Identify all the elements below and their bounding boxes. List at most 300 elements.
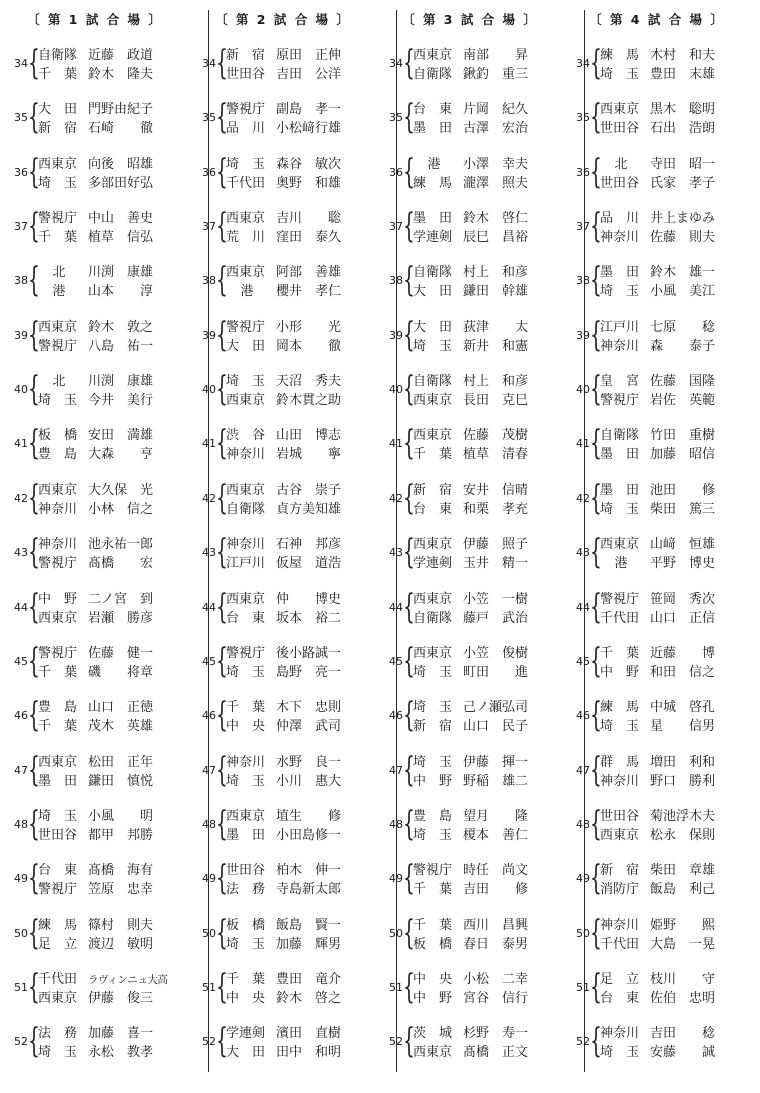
competitor-row	[413, 446, 561, 464]
competitor-team: 警視庁	[38, 645, 78, 661]
competitor-name: 佐藤 健一	[88, 645, 154, 661]
competitor-name: 寺田 昭一	[650, 156, 716, 172]
competitor-name: 榎本 善仁	[463, 827, 529, 843]
competitor-name: 吉田 稔	[650, 1026, 716, 1042]
competitor-row	[38, 1025, 186, 1043]
competitor-name: 小林 信之	[88, 501, 154, 517]
competitor-team: 板 橋	[38, 428, 78, 444]
bout-number: 42	[202, 491, 216, 505]
competitor-row	[413, 645, 561, 663]
pairing-brace-icon: {	[590, 43, 602, 83]
bout-number: 43	[14, 546, 28, 560]
bout-number: 36	[202, 165, 216, 179]
competitor-row	[226, 936, 374, 954]
competitor-row	[226, 501, 374, 519]
pairing-brace-icon: {	[28, 206, 40, 247]
competitor-row	[413, 555, 561, 573]
pairing-brace-icon: {	[403, 803, 415, 844]
competitor-name: 小松 二幸	[463, 971, 529, 987]
bout-number: 34	[202, 57, 216, 70]
competitor-row	[413, 536, 561, 554]
pairing-brace-icon: {	[590, 640, 602, 681]
competitor-team: 西東京	[38, 156, 78, 172]
pairing-brace-icon: {	[216, 640, 228, 681]
competitor-team: 中 野	[413, 773, 453, 789]
competitor-team: 埼 玉	[226, 773, 266, 789]
pairing-brace-icon: {	[403, 966, 415, 1007]
pairing-brace-icon: {	[28, 912, 40, 953]
competitor-row	[413, 264, 561, 282]
competitor-row	[600, 718, 748, 736]
competitor-team: 西東京	[413, 393, 453, 409]
competitor-name: 鈴木 啓仁	[463, 211, 529, 227]
competitor-row	[600, 229, 748, 247]
competitor-name: 松田 正年	[88, 754, 154, 770]
bout-number: 52	[14, 1035, 28, 1049]
competitor-row	[600, 101, 748, 119]
competitor-team: 新 宿	[413, 482, 453, 498]
bout-number: 44	[14, 600, 28, 614]
competitor-name: 岩瀬 勝彦	[88, 610, 154, 626]
competitor-row	[226, 971, 374, 989]
competitor-team: 北	[614, 156, 628, 172]
competitor-name: 仲澤 武司	[276, 719, 342, 735]
bout-entry	[564, 803, 750, 847]
competitor-name: 石神 邦彦	[276, 537, 342, 553]
bout-entry	[377, 151, 563, 195]
competitor-name: 森 泰子	[650, 338, 716, 354]
competitor-row	[600, 482, 748, 500]
pairing-brace-icon: {	[216, 43, 228, 83]
competitor-name: 黒木 聡明	[650, 102, 716, 118]
bout-entry	[2, 260, 188, 303]
competitor-row	[38, 645, 186, 663]
competitor-name: 水野 良一	[276, 754, 342, 770]
competitor-row	[38, 264, 186, 282]
bout-entry	[377, 97, 563, 140]
competitor-team: 墨 田	[600, 447, 640, 463]
court-heading: 〔 第 3 試 合 場 〕	[402, 12, 538, 27]
competitor-team: 豊 島	[413, 808, 453, 824]
competitor-team: 西東京	[413, 591, 453, 607]
competitor-name: 野稲 雄二	[463, 773, 529, 789]
competitor-name: 菊池浮木夫	[650, 808, 716, 824]
bout-number: 39	[202, 328, 216, 342]
bout-entry	[564, 43, 750, 86]
competitor-row	[226, 175, 374, 193]
bout-number: 45	[14, 654, 28, 668]
competitor-team: 西東京	[38, 482, 78, 498]
competitor-team: 神奈川	[600, 1026, 640, 1042]
competitor-team: 西東京	[38, 319, 78, 335]
competitor-row	[226, 482, 374, 500]
competitor-team: 警視庁	[600, 393, 640, 409]
competitor-name: 姫野 熙	[650, 917, 716, 933]
competitor-name: 後小路誠一	[276, 645, 342, 661]
bout-entry	[377, 477, 563, 521]
competitor-name: 望月 隆	[463, 808, 529, 824]
competitor-name: 片岡 紀久	[463, 102, 529, 118]
competitor-name: 宮谷 信行	[463, 990, 529, 1006]
competitor-team: 神奈川	[226, 447, 266, 463]
competitor-team: 西東京	[226, 265, 266, 281]
bout-entry	[377, 43, 563, 86]
competitor-name: 小形 光	[276, 319, 342, 335]
competitor-row	[38, 427, 186, 445]
competitor-name: 近藤 博	[650, 645, 716, 661]
competitor-row	[226, 881, 374, 899]
bout-number: 47	[14, 763, 28, 777]
competitor-name: 村上 和彦	[463, 265, 529, 281]
competitor-row	[413, 591, 561, 609]
bout-entry	[2, 912, 188, 956]
competitor-team: 大 田	[226, 1045, 266, 1061]
competitor-row	[413, 501, 561, 519]
competitor-team: 警視庁	[38, 211, 78, 227]
competitor-row	[413, 1044, 561, 1062]
bout-entry	[190, 369, 376, 412]
competitor-name: 大森 亨	[88, 447, 154, 463]
competitor-name: 小川 惠大	[276, 773, 342, 789]
competitor-name: 山口 正信	[650, 610, 716, 626]
bout-entry	[564, 912, 750, 956]
pairing-brace-icon: {	[28, 314, 40, 355]
competitor-name: 氏家 孝子	[650, 175, 716, 191]
competitor-row	[226, 120, 374, 138]
competitor-name: 小松﨑行雄	[276, 121, 342, 137]
pairing-brace-icon: {	[403, 260, 415, 301]
competitor-team: 千 葉	[38, 67, 78, 82]
competitor-row	[226, 664, 374, 682]
competitor-name: 窪田 泰久	[276, 230, 342, 246]
pairing-brace-icon: {	[28, 749, 40, 790]
competitor-team: 新 宿	[38, 121, 78, 137]
competitor-row	[38, 917, 186, 935]
pairing-brace-icon: {	[403, 1021, 415, 1062]
competitor-name: 仲 博史	[276, 591, 342, 607]
competitor-row	[38, 881, 186, 899]
competitor-row	[413, 718, 561, 736]
bout-number: 34	[389, 57, 403, 70]
competitor-team: 警視庁	[38, 556, 78, 572]
competitor-name: 鈴木 雄一	[650, 265, 716, 281]
competitor-name: 村上 和彦	[463, 374, 529, 390]
competitor-team: 練 馬	[413, 175, 453, 191]
bout-entry	[564, 532, 750, 575]
competitor-row	[413, 936, 561, 954]
competitor-team: 自衛隊	[226, 501, 266, 517]
bout-number: 52	[389, 1035, 403, 1049]
competitor-name: 吉田 修	[463, 882, 529, 898]
competitor-row	[600, 373, 748, 391]
bout-number: 45	[576, 654, 590, 668]
competitor-name: 植草 信弘	[88, 230, 154, 246]
competitor-name: 二ノ宮 到	[88, 591, 154, 607]
competitor-team: 神奈川	[38, 537, 78, 553]
competitor-team: 自衛隊	[38, 48, 78, 63]
pairing-brace-icon: {	[590, 151, 602, 192]
bout-entry	[2, 749, 188, 793]
pairing-brace-icon: {	[403, 532, 415, 573]
competitor-name: 濱田 直樹	[276, 1026, 342, 1042]
bout-entry	[190, 206, 376, 249]
pairing-brace-icon: {	[403, 695, 415, 736]
competitor-name: 鈴木 啓之	[276, 990, 342, 1006]
competitor-row	[226, 210, 374, 228]
competitor-name: 平野 博史	[650, 556, 716, 572]
pairing-brace-icon: {	[403, 43, 415, 83]
bout-entry	[190, 314, 376, 358]
bout-number: 41	[202, 437, 216, 451]
competitor-row	[226, 156, 374, 174]
competitor-name: 長田 克巳	[463, 393, 529, 409]
competitor-name: 吉川 聡	[276, 211, 342, 227]
competitor-team: 神奈川	[38, 501, 78, 517]
competitor-team: 西東京	[226, 808, 266, 824]
bout-entry	[564, 314, 750, 358]
competitor-name: 豊田 末雄	[650, 67, 716, 82]
competitor-row	[600, 862, 748, 880]
competitor-row	[600, 319, 748, 337]
competitor-row	[600, 645, 748, 663]
pairing-brace-icon: {	[216, 314, 228, 355]
competitor-team: 群 馬	[600, 754, 640, 770]
competitor-name: 鎌田 幹雄	[463, 284, 529, 300]
competitor-team: 埼 玉	[600, 1045, 640, 1061]
pairing-brace-icon: {	[28, 1021, 40, 1062]
competitor-row	[226, 446, 374, 464]
competitor-team: 埼 玉	[38, 808, 78, 824]
competitor-team: 神奈川	[226, 754, 266, 770]
bout-entry	[2, 640, 188, 684]
competitor-team: 埼 玉	[413, 754, 453, 770]
competitor-row	[600, 881, 748, 899]
bout-number: 38	[389, 274, 403, 288]
competitor-name: 八島 祐一	[88, 338, 154, 354]
competitor-team: 警視庁	[226, 645, 266, 661]
competitor-team: 埼 玉	[413, 664, 453, 680]
bout-number: 34	[576, 57, 590, 70]
competitor-name: 木下 忠則	[276, 700, 342, 716]
competitor-row	[38, 319, 186, 337]
bout-entry	[564, 477, 750, 521]
competitor-row	[38, 536, 186, 554]
competitor-team: 台 東	[226, 610, 266, 626]
bout-entry	[190, 586, 376, 630]
competitor-row	[600, 536, 748, 554]
competitor-name: 都甲 邦勝	[88, 827, 154, 843]
bout-entry	[377, 749, 563, 793]
pairing-brace-icon: {	[216, 803, 228, 844]
competitor-row	[226, 699, 374, 717]
bout-number: 45	[389, 654, 403, 668]
competitor-row	[600, 917, 748, 935]
competitor-team: 警視庁	[226, 319, 266, 335]
competitor-name: 古谷 崇子	[276, 482, 342, 498]
competitor-team: 北	[52, 374, 66, 390]
competitor-row	[413, 66, 561, 84]
competitor-row	[226, 610, 374, 628]
competitor-team: 埼 玉	[38, 1045, 78, 1061]
competitor-row	[600, 120, 748, 138]
bout-entry	[190, 749, 376, 793]
pairing-brace-icon: {	[216, 1021, 228, 1062]
competitor-team: 大 田	[226, 338, 266, 354]
bout-entry	[190, 640, 376, 684]
bout-entry	[564, 966, 750, 1010]
competitor-team: 西東京	[413, 1045, 453, 1061]
competitor-team: 西東京	[226, 211, 266, 227]
competitor-name: 原田 正伸	[276, 48, 342, 63]
competitor-name: 南部 昇	[463, 48, 529, 63]
pairing-brace-icon: {	[28, 532, 40, 573]
bout-number: 50	[389, 926, 403, 940]
bout-entry	[2, 966, 188, 1010]
competitor-name: 今井 美行	[88, 393, 154, 409]
match-court-column	[564, 0, 750, 1093]
competitor-name: 安田 満雄	[88, 428, 154, 444]
bout-number: 47	[576, 763, 590, 777]
competitor-team: 練 馬	[600, 48, 640, 63]
competitor-team: 足 立	[600, 971, 640, 987]
pairing-brace-icon: {	[403, 423, 415, 464]
competitor-name: 佐藤 茂樹	[463, 428, 529, 444]
competitor-team: 警視庁	[226, 102, 266, 118]
bout-number: 41	[576, 437, 590, 451]
bout-entry	[564, 151, 750, 195]
competitor-team: 港	[240, 284, 254, 300]
competitor-name: 山﨑 恒雄	[650, 537, 716, 553]
competitor-name: 向後 昭雄	[88, 156, 154, 172]
bout-entry	[190, 97, 376, 140]
competitor-team: 墨 田	[413, 121, 453, 137]
competitor-team: 江戸川	[226, 556, 266, 572]
competitor-row	[38, 210, 186, 228]
bout-number: 43	[202, 546, 216, 560]
competitor-team: 自衛隊	[413, 67, 453, 82]
bout-entry	[2, 206, 188, 249]
competitor-team: 埼 玉	[413, 827, 453, 843]
bout-entry	[2, 477, 188, 521]
competitor-name: 小田島修一	[276, 827, 342, 843]
bout-number: 48	[14, 817, 28, 831]
competitor-name: 多部田好弘	[88, 175, 154, 191]
pairing-brace-icon: {	[28, 695, 40, 736]
competitor-team: 世田谷	[600, 121, 640, 137]
bout-number: 48	[202, 817, 216, 831]
bout-number: 35	[389, 111, 403, 125]
bout-number: 39	[14, 328, 28, 342]
pairing-brace-icon: {	[590, 314, 602, 355]
competitor-team: 自衛隊	[413, 374, 453, 390]
competitor-team: 練 馬	[600, 700, 640, 716]
bout-entry	[377, 369, 563, 412]
competitor-row	[600, 66, 748, 84]
bout-entry	[2, 803, 188, 847]
competitor-team: 世田谷	[226, 863, 266, 879]
competitor-name: 杉野 寿一	[463, 1026, 529, 1042]
competitor-row	[600, 283, 748, 301]
competitor-name: 井上まゆみ	[650, 211, 716, 227]
competitor-row	[38, 283, 186, 301]
competitor-name: 柴田 篤三	[650, 501, 716, 517]
competitor-team: 自衛隊	[413, 610, 453, 626]
competitor-row	[38, 501, 186, 519]
competitor-name: 山口 民子	[463, 719, 529, 735]
competitor-name: 町田 進	[463, 664, 529, 680]
bout-number: 40	[14, 383, 28, 397]
pairing-brace-icon: {	[590, 912, 602, 953]
competitor-team: 台 東	[413, 102, 453, 118]
pairing-brace-icon: {	[28, 260, 40, 301]
competitor-name: 島野 亮一	[276, 664, 342, 680]
pairing-brace-icon: {	[28, 477, 40, 518]
pairing-brace-icon: {	[590, 369, 602, 410]
competitor-name: 大久保 光	[88, 482, 154, 498]
competitor-team: 新 宿	[226, 48, 266, 63]
competitor-name: 鈴木 隆夫	[88, 67, 154, 82]
pairing-brace-icon: {	[590, 532, 602, 573]
competitor-team: 西東京	[600, 102, 640, 118]
competitor-name: 天沼 秀夫	[276, 374, 342, 390]
competitor-row	[600, 501, 748, 519]
competitor-name: 瀧澤 照夫	[463, 175, 529, 191]
competitor-team: 警視庁	[38, 882, 78, 898]
bout-entry	[377, 1021, 563, 1064]
competitor-row	[38, 555, 186, 573]
competitor-row	[38, 754, 186, 772]
competitor-team: 荒 川	[226, 230, 266, 246]
competitor-team: 大 田	[38, 102, 78, 118]
competitor-team: 墨 田	[38, 773, 78, 789]
competitor-team: 千 葉	[413, 917, 453, 933]
competitor-team: 中 央	[226, 719, 266, 735]
competitor-row	[226, 229, 374, 247]
competitor-name: 中城 啓孔	[650, 700, 716, 716]
competitor-name: 貞方美知雄	[276, 501, 342, 517]
competitor-row	[38, 120, 186, 138]
competitor-team: 千 葉	[38, 664, 78, 680]
competitor-row	[226, 917, 374, 935]
competitor-team: 埼 玉	[226, 156, 266, 172]
competitor-name: 枝川 守	[650, 971, 716, 987]
bout-number: 37	[14, 220, 28, 234]
match-court-column	[190, 0, 376, 1093]
bout-number: 43	[576, 546, 590, 560]
bout-number: 49	[14, 872, 28, 886]
competitor-row	[226, 536, 374, 554]
competitor-name: 髙橋 正文	[463, 1045, 529, 1061]
competitor-row	[413, 210, 561, 228]
competitor-row	[38, 718, 186, 736]
bout-number: 46	[14, 709, 28, 723]
competitor-team: 自衛隊	[600, 428, 640, 444]
competitor-name: 茂木 英雄	[88, 719, 154, 735]
competitor-team: 中 野	[413, 990, 453, 1006]
court-heading: 〔 第 4 試 合 場 〕	[589, 12, 725, 27]
bout-entry	[2, 532, 188, 575]
competitor-row	[600, 699, 748, 717]
competitor-row	[226, 1025, 374, 1043]
competitor-row	[226, 47, 374, 65]
bout-entry	[564, 1021, 750, 1064]
bout-entry	[190, 858, 376, 901]
competitor-name: 春日 泰男	[463, 936, 529, 952]
competitor-name: 星 信男	[650, 719, 716, 735]
competitor-row	[226, 319, 374, 337]
competitor-row	[600, 773, 748, 791]
competitor-team: 江戸川	[600, 319, 640, 335]
